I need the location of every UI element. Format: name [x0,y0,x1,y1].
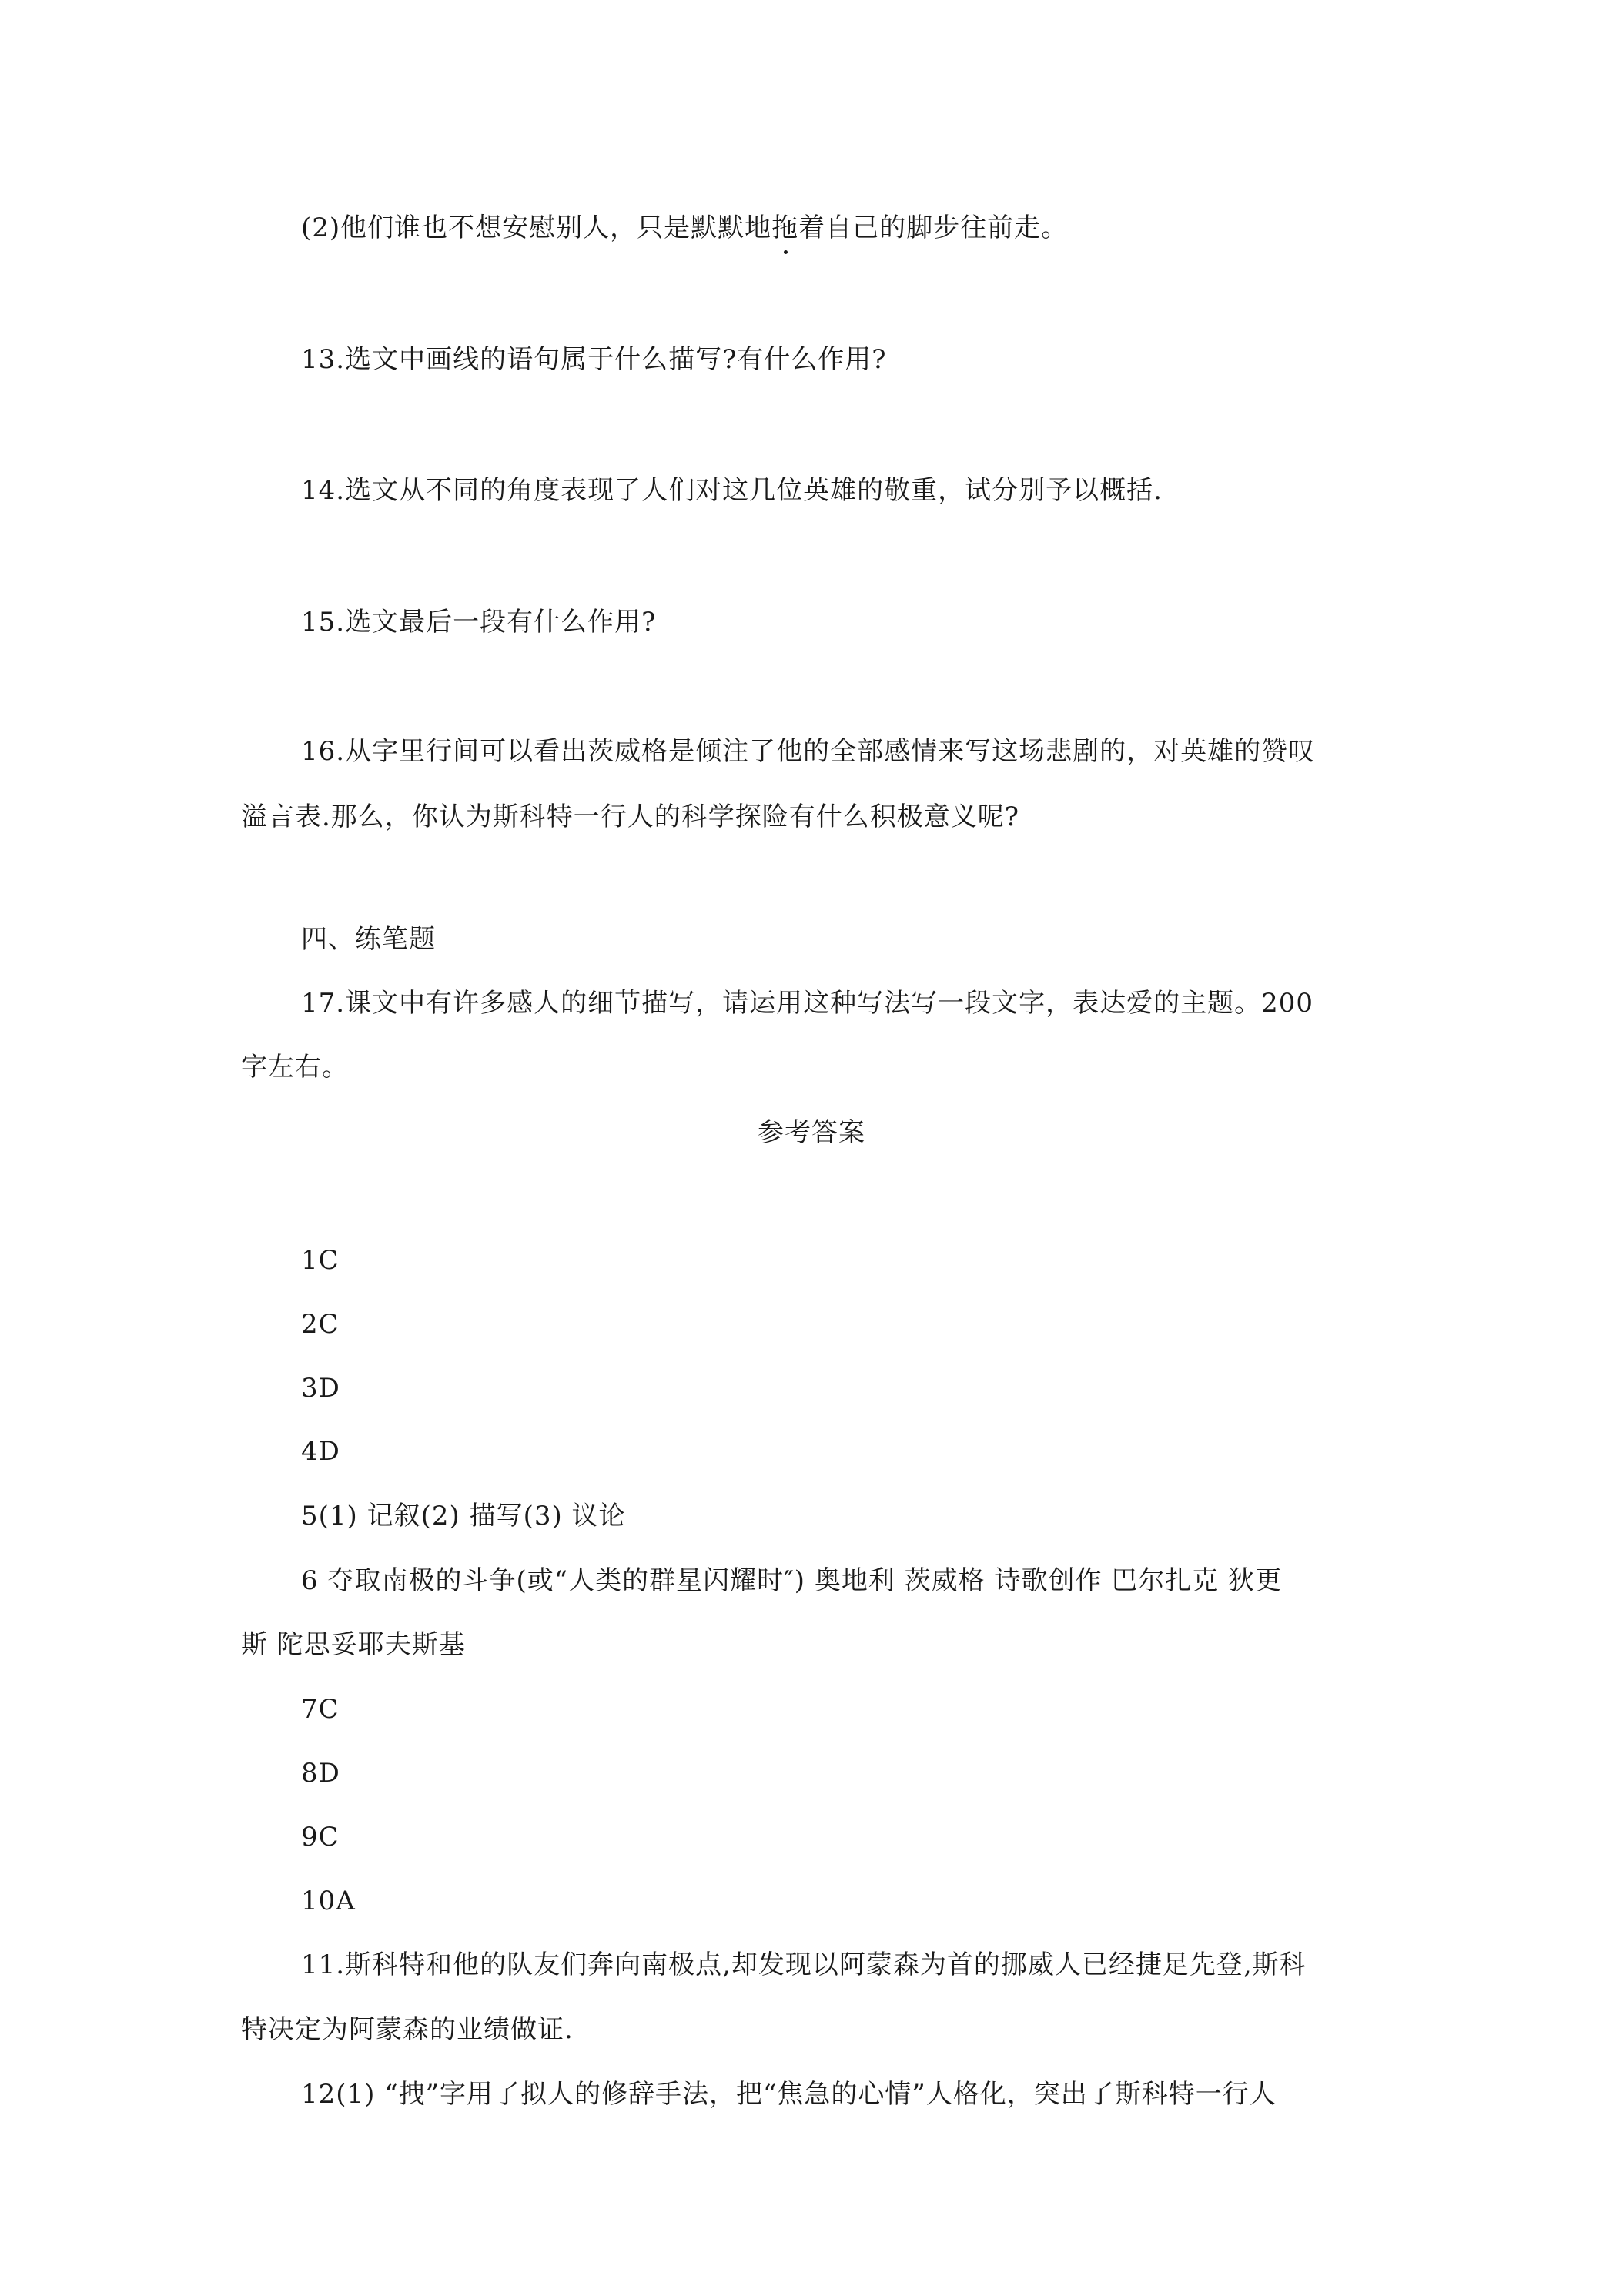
answer-11-line-1: 11.斯科特和他的队友们奔向南极点,却发现以阿蒙森为首的挪威人已经捷足先登,斯科 [301,1950,1307,1980]
question-17-line-2: 字左右。 [241,1052,349,1083]
answer-6-line-2: 斯 陀思妥耶夫斯基 [241,1629,466,1660]
answer-1: 1C [301,1245,340,1276]
answer-12-line-1: 12(1) “拽”字用了拟人的修辞手法，把“焦急的心情”人格化，突出了斯科特一行人 [301,2079,1277,2110]
answer-8: 8D [301,1758,340,1789]
question-16-line-2: 溢言表.那么，你认为斯科特一行人的科学探险有什么积极意义呢? [241,802,1020,832]
answer-10: 10A [301,1886,356,1916]
question-14: 14.选文从不同的角度表现了人们对这几位英雄的敬重，试分别予以概括. [301,475,1163,506]
answer-11-line-2: 特决定为阿蒙森的业绩做证. [241,2014,574,2045]
section-4-heading: 四、练笔题 [301,924,436,955]
q12-item2-text-pre: (2)他们谁也不想安慰别人，只是默默地 [301,213,772,243]
question-12-item-2 [301,213,1068,243]
answer-4: 4D [301,1436,340,1467]
emphasis-dotted-char: 拖 [771,213,799,243]
question-16-line-1: 16.从字里行间可以看出茨威格是倾注了他的全部感情来写这场悲剧的，对英雄的赞叹 [301,736,1316,767]
q12-item2-text-post: 着自己的脚步往前走。 [798,213,1069,243]
question-17-line-1: 17.课文中有许多感人的细节描写，请运用这种写法写一段文字，表达爱的主题。200 [301,988,1313,1019]
answer-9: 9C [301,1822,340,1853]
answer-7: 7C [301,1694,340,1725]
answer-2: 2C [301,1309,340,1340]
answer-3: 3D [301,1373,340,1404]
answer-6-line-1: 6 夺取南极的斗争(或“人类的群星闪耀时″) 奥地利 茨威格 诗歌创作 巴尔扎克 狄更 [301,1565,1283,1596]
answer-5: 5(1) 记叙(2) 描写(3) 议论 [301,1501,626,1531]
answers-title: 参考答案 [758,1117,865,1148]
question-15: 15.选文最后一段有什么作用? [301,607,657,638]
question-13: 13.选文中画线的语句属于什么描写?有什么作用? [301,344,887,375]
